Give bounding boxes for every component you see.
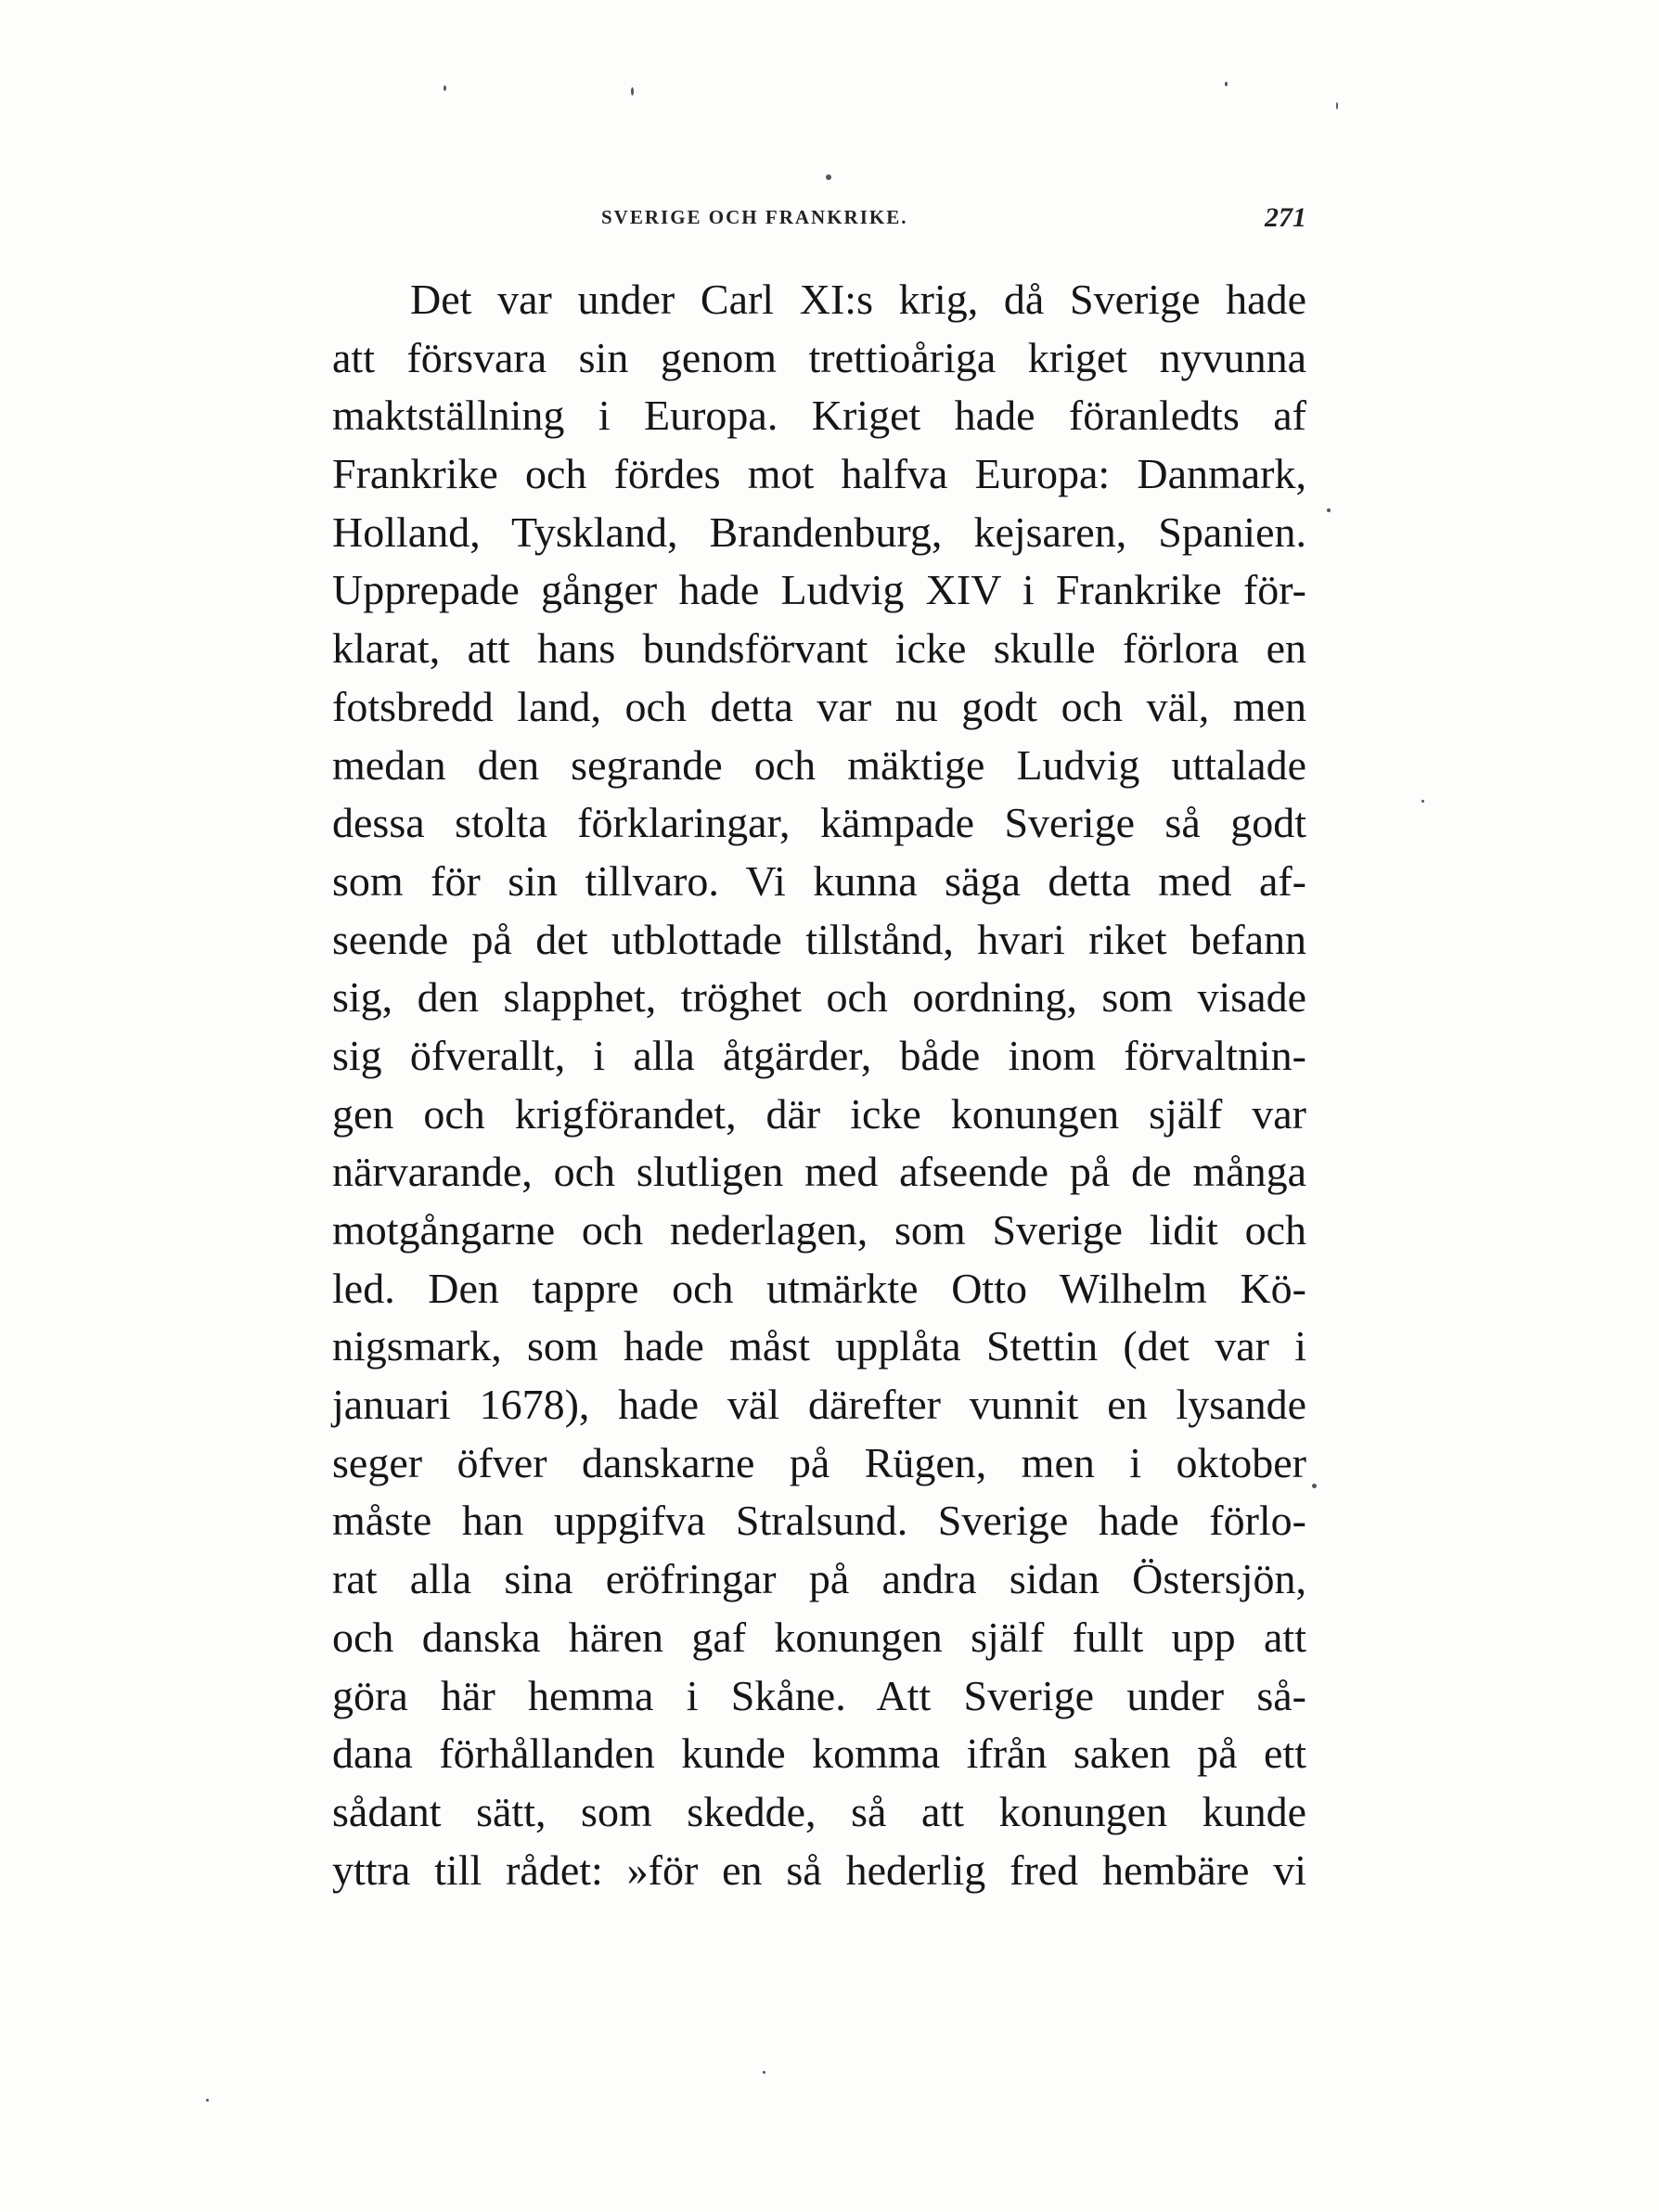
text-line: rat alla sina eröfringar på andra sidan Östersjön, <box>332 1555 1306 1603</box>
text-line: göra här hemma i Skåne. Att Sverige under så- <box>332 1671 1306 1719</box>
running-header <box>332 202 1306 243</box>
text-line: sig, den slapphet, tröghet och oordning, som visade <box>332 973 1306 1022</box>
text-line: seende på det utblottade tillstånd, hvari riket befann <box>332 915 1306 963</box>
scan-speck <box>826 174 831 180</box>
text-line: maktställning i Europa. Kriget hade föranledts af <box>332 392 1306 440</box>
page-number: 271 <box>1265 202 1306 233</box>
body-text <box>332 271 1306 1899</box>
scan-speck <box>631 87 634 96</box>
scan-speck <box>1327 508 1331 512</box>
text-line: Upprepade gånger hade Ludvig XIV i Frankrike för- <box>332 566 1306 614</box>
running-title: SVERIGE OCH FRANKRIKE. <box>601 206 908 228</box>
text-line: dana förhållanden kunde komma ifrån saken på ett <box>332 1730 1306 1778</box>
text-line: Det var under Carl XI:s krig, då Sverige hade <box>410 276 1306 323</box>
text-line: och danska hären gaf konungen själf fullt upp att <box>332 1613 1306 1661</box>
text-line: dessa stolta förklaringar, kämpade Sverige så godt <box>332 799 1306 847</box>
scan-speck <box>444 85 446 91</box>
text-line: seger öfver danskarne på Rügen, men i oktober <box>332 1438 1306 1486</box>
text-line: som för sin tillvaro. Vi kunna säga detta med af- <box>332 856 1306 905</box>
text-line: sådant sätt, som skedde, så att konungen kunde <box>332 1787 1306 1835</box>
text-line: gen och krigförandet, där icke konungen själf var <box>332 1089 1306 1138</box>
text-line: att försvara sin genom trettioåriga kriget nyvunna <box>332 333 1306 381</box>
text-line: motgångarne och nederlagen, som Sverige lidit och <box>332 1206 1306 1254</box>
scan-speck <box>1336 102 1338 109</box>
text-line: januari 1678), hade väl därefter vunnit en lysande <box>332 1381 1306 1429</box>
text-line: måste han uppgifva Stralsund. Sverige hade förlo- <box>332 1497 1306 1545</box>
text-line: medan den segrande och mäktige Ludvig uttalade <box>332 740 1306 789</box>
scan-speck <box>1421 800 1424 803</box>
scan-speck <box>1225 82 1228 86</box>
text-line: yttra till rådet: »för en så hederlig fred hembäre vi <box>332 1845 1306 1894</box>
text-line: Frankrike och fördes mot halfva Europa: Danmark, <box>332 450 1306 498</box>
text-line: sig öfverallt, i alla åtgärder, både inom förvaltnin- <box>332 1031 1306 1079</box>
text-line: klarat, att hans bundsförvant icke skulle förlora en <box>332 624 1306 673</box>
scan-speck <box>763 2071 765 2074</box>
text-line: Holland, Tyskland, Brandenburg, kejsaren, Spanien. <box>332 508 1306 556</box>
text-line: led. Den tappre och utmärkte Otto Wilhelm Kö- <box>332 1264 1306 1312</box>
scan-speck <box>206 2099 209 2102</box>
scan-speck <box>1312 1484 1317 1488</box>
text-line: närvarande, och slutligen med afseende på de många <box>332 1148 1306 1196</box>
text-line: nigsmark, som hade måst upplåta Stettin (det var i <box>332 1322 1306 1370</box>
text-line: fotsbredd land, och detta var nu godt och väl, men <box>332 682 1306 730</box>
